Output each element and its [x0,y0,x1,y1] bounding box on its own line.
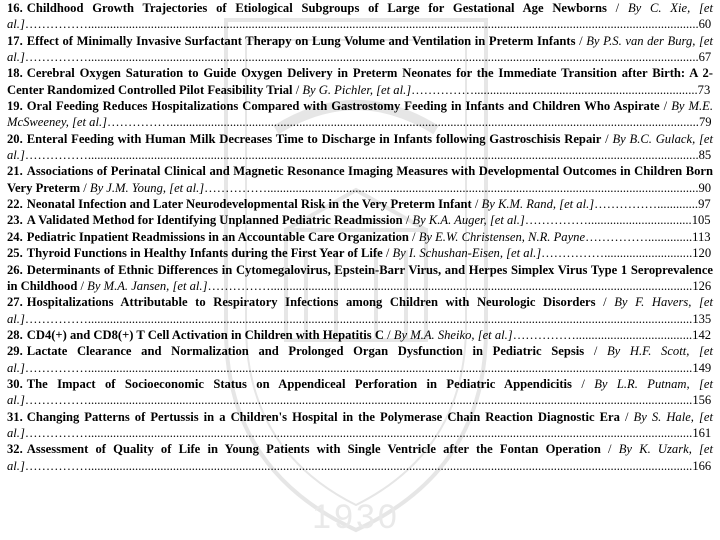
toc-entry[interactable]: 22. Neonatal Infection and Later Neurodevelopmental Risk in the Very Preterm Infant / By K.M. Rand, [et al.]…………….............97 [7,197,711,212]
entry-page: 135 [692,311,712,326]
entry-number: 28. [7,327,23,342]
toc-entry[interactable]: 23. A Validated Method for Identifying Unplanned Pediatric Readmission / By K.A. Auger, [et al.]…………….................................105 [7,213,711,228]
dot-leader: ……………............................ [541,246,693,261]
entry-author: By K.A. Auger, [et al.] [412,213,525,228]
entry-page: 73 [697,82,711,97]
entry-author: By H.F. Scott, [et al.] [7,344,714,375]
entry-page: 142 [692,327,712,342]
entry-author: By M.A. Jansen, [et al.] [87,278,208,293]
entry-page: 90 [698,180,712,195]
toc-entry[interactable]: 21. Associations of Perinatal Clinical and Magnetic Resonance Imaging Measures with Developmental Outcomes in Children Born Very Preterm / By J.M. Young, [et al.]…………….........................................................................................................................................90 [7,164,713,195]
entry-number: 26. [7,262,23,277]
entry-number: 20. [7,131,23,146]
entry-author: By C. Xie, [et al.] [7,1,713,32]
dot-leader: ……………............. [594,197,699,212]
entry-author: By I. Schushan-Eisen, [et al.] [392,246,542,261]
entry-page: 156 [692,393,712,408]
dot-leader: ……………................................................................................................................................................................................................ [24,311,693,326]
entry-title: Enteral Feeding with Human Milk Decreases Time to Discharge in Infants following Gastroschisis Repair [26,131,602,146]
entry-author: By M.E. McSweeney, [et al.] [7,99,713,130]
entry-title: Cerebral Oxygen Saturation to Guide Oxygen Delivery in Preterm Neonates for the Immediate Transition after Birth: A 2-Center Randomized Controlled Pilot Feasibility Trial [7,66,713,97]
entry-page: 120 [692,246,712,261]
toc-entry[interactable]: 17. Effect of Minimally Invasive Surfactant Therapy on Lung Volume and Ventilation in Preterm Infants / By P.S. van der Burg, [et al.]……………..................................................................................................................................................................................................67 [7,33,713,65]
dot-leader: …………….................................................................................................................................................................................................. [24,50,699,65]
dot-leader: …………….................................................................................................................................................................................................. [24,17,699,32]
entry-title: CD4(+) and CD8(+) T Cell Activation in Children with Hepatitis C [26,327,384,342]
entry-author: By K.M. Rand, [et al.] [481,197,595,212]
entry-author: By F. Havers, [et al.] [7,295,713,326]
entry-title: Changing Patterns of Pertussis in a Children's Hospital in the Polymerase Chain Reaction Diagnostic Era [26,409,620,424]
entry-author: By B.C. Gulack, [et al.] [7,131,714,163]
entry-page: 79 [698,115,712,130]
dot-leader: ……………................................................................................................................................................................................................ [24,425,693,440]
entry-title: Lactate Clearance and Normalization and Prolonged Organ Dysfunction in Pediatric Sepsis [26,344,585,359]
entry-number: 21. [7,164,23,179]
entry-number: 17. [7,33,23,48]
toc-entry[interactable]: 29. Lactate Clearance and Normalization and Prolonged Organ Dysfunction in Pediatric Sepsis / By H.F. Scott, [et al.]……………................................................................................................................................................................................................149 [7,344,714,375]
entry-author: By G. Pichler, [et al.] [302,82,412,97]
entry-number: 30. [7,376,23,391]
entry-page: 105 [691,213,711,228]
toc-entry[interactable]: 16. Childhood Growth Trajectories of Etiological Subgroups of Large for Gestational Age Newborns / By C. Xie, [et al.]……………..................................................................................................................................................................................................60 [7,1,713,32]
toc-entry[interactable]: 19. Oral Feeding Reduces Hospitalizations Compared with Gastrostomy Feeding in Infants and Children Who Aspirate / By M.E. McSweeney, [et al.]……………........................................................................................................................................................................79 [7,99,713,130]
entry-title: Associations of Perinatal Clinical and Magnetic Resonance Imaging Measures with Developmental Outcomes in Children Born Very Preterm [7,164,713,195]
entry-title: Hospitalizations Attributable to Respiratory Infections among Children with Neurologic Disorders [26,295,596,310]
toc-entry[interactable]: 28. CD4(+) and CD8(+) T Cell Activation in Children with Hepatitis C / By M.A. Sheiko, [et al.]…………….....................................142 [7,327,712,342]
entry-author: By M.A. Sheiko, [et al.] [393,327,513,342]
entry-number: 23. [7,213,23,228]
entry-number: 22. [7,197,23,212]
entry-title: Determinants of Ethnic Differences in Cytomegalovirus, Epstein-Barr Virus, and Herpes Simplex Virus Type 1 Seroprevalence in Childhood [7,262,713,293]
entry-page: 161 [692,425,712,440]
entry-page: 126 [692,278,712,293]
dot-leader: ……………................................. [524,213,692,228]
entry-title: A Validated Method for Identifying Unplanned Pediatric Readmission [26,213,403,228]
watermark-year: 1930 [312,498,400,536]
entry-title: Effect of Minimally Invasive Surfactant Therapy on Lung Volume and Ventilation in Preterm Infants [26,33,576,48]
toc-entry[interactable]: 20. Enteral Feeding with Human Milk Decreases Time to Discharge in Infants following Gastroschisis Repair / By B.C. Gulack, [et al.]……………..................................................................................................................................................................................................85 [7,131,714,163]
toc-entry[interactable]: 18. Cerebral Oxygen Saturation to Guide Oxygen Delivery in Preterm Neonates for the Immediate Transition after Birth: A 2-Center Randomized Controlled Pilot Feasibility Trial / By G. Pichler, [et al.]…………….......................................................................73 [7,66,713,97]
toc-entry[interactable]: 30. The Impact of Socioeconomic Status on Appendiceal Perforation in Pediatric Appendicitis / By L.R. Putnam, [et al.]……………................................................................................................................................................................................................156 [7,376,714,408]
dot-leader: …………….................................................................................................................................................................................................. [24,148,699,163]
entry-title: Assessment of Quality of Life in Young Patients with Single Ventricle after the Fontan Operation [26,442,601,457]
entry-author: By S. Hale, [et al.] [7,409,714,440]
dot-leader: ……………................................................................................................................................................................................................ [24,458,693,473]
toc-entry[interactable]: 25. Thyroid Functions in Healthy Infants during the First Year of Life / By I. Schushan-Eisen, [et al.]……………............................120 [7,246,712,261]
entry-number: 27. [7,295,23,310]
entry-page: 113 [692,229,711,244]
dot-leader: ……………......................................................................................................................................... [204,180,699,195]
toc-entry[interactable]: 31. Changing Patterns of Pertussis in a Children's Hospital in the Polymerase Chain Reaction Diagnostic Era / By S. Hale, [et al.]……………................................................................................................................................................................................................161 [7,409,714,440]
entry-title: Childhood Growth Trajectories of Etiological Subgroups of Large for Gestational Age Newborns [26,1,607,15]
entry-number: 18. [7,66,23,81]
toc-entry[interactable]: 32. Assessment of Quality of Life in Young Patients with Single Ventricle after the Fontan Operation / By K. Uzark, [et al.]……………................................................................................................................................................................................................166 [7,442,714,473]
entry-author: By P.S. van der Burg, [et al.] [7,33,713,65]
entry-number: 32. [7,442,23,457]
dot-leader: ……………..................................... [512,327,693,342]
dot-leader: ……………................................................................................................................................................................................................ [24,393,693,408]
entry-page: 60 [698,17,712,32]
entry-author: By K. Uzark, [et al.] [7,442,714,473]
entry-number: 19. [7,99,23,114]
entry-page: 149 [692,360,712,375]
entry-author: By J.M. Young, [et al.] [89,180,205,195]
dot-leader: ……………....................................................................... [411,82,698,97]
entry-number: 31. [7,409,23,424]
entry-page: 67 [698,50,712,65]
entry-number: 24. [7,229,23,244]
entry-title: Thyroid Functions in Healthy Infants during the First Year of Life [26,246,383,261]
entry-page: 85 [698,148,712,163]
entry-title: Oral Feeding Reduces Hospitalizations Compared with Gastrostomy Feeding in Infants and Children Who Aspirate [26,99,660,114]
entry-number: 25. [7,246,23,261]
entry-page: 97 [698,197,711,212]
entry-author: By L.R. Putnam, [et al.] [7,376,714,408]
entry-title: Pediatric Inpatient Readmissions in an Accountable Care Organization [26,229,409,244]
dot-leader: ……………........................................................................................................................................................................ [107,115,699,130]
table-of-contents [7,0,713,474]
toc-entry[interactable]: 24. Pediatric Inpatient Readmissions in an Accountable Care Organization / By E.W. Christensen, N.R. Payne……………..............113 [7,229,711,244]
entry-number: 16. [7,1,23,15]
entry-number: 29. [7,344,23,359]
entry-title: The Impact of Socioeconomic Status on Appendiceal Perforation in Pediatric Appendicitis [26,376,572,391]
dot-leader: ……………................................................................................................................................................................................................ [24,360,693,375]
entry-title: Neonatal Infection and Later Neurodevelopmental Risk in the Very Preterm Infant [26,197,472,212]
entry-page: 166 [692,458,712,473]
dot-leader: …………….............. [585,229,693,244]
toc-entry[interactable]: 26. Determinants of Ethnic Differences in Cytomegalovirus, Epstein-Barr Virus, and Herpes Simplex Virus Type 1 Seroprevalence in Childhood / By M.A. Jansen, [et al.]……………......................................................................................................................................126 [7,262,713,293]
dot-leader: ……………...................................................................................................................................... [207,278,693,293]
toc-entry[interactable]: 27. Hospitalizations Attributable to Respiratory Infections among Children with Neurologic Disorders / By F. Havers, [et al.]……………................................................................................................................................................................................................135 [7,295,713,326]
entry-author: By E.W. Christensen, N.R. Payne [418,229,586,244]
